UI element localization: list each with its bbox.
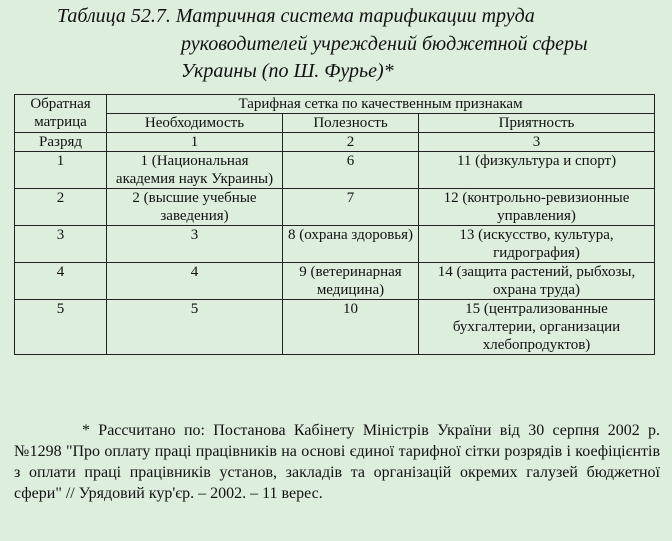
table-row — [15, 226, 655, 263]
cell-usefulness: 9 (ветеринарная медицина) — [283, 263, 419, 300]
row-number: 4 — [15, 263, 107, 300]
rank-cell: 1 — [107, 133, 283, 152]
cell-usefulness: 10 — [283, 300, 419, 355]
row-number: 1 — [15, 152, 107, 189]
row-number: 2 — [15, 189, 107, 226]
column-header-usefulness: Полезность — [283, 114, 419, 133]
rank-cell: 3 — [419, 133, 655, 152]
corner-header: Обратная матрица — [15, 95, 107, 133]
rank-cell: 2 — [283, 133, 419, 152]
group-header: Тарифная сетка по качественным признакам — [107, 95, 655, 114]
footnote-text: * Рассчитано по: Постанова Кабінету Міністрів України від 30 серпня 2002 р. №1298 "Про оплату праці працівників на основі єдиної тарифної сітки розрядів і коефіцієнтів з оплати праці працівників установ, закладів та організацій окремих галузей бюджетної сфери" // Урядовий кур'єр. – 2002. – 11 верес. — [14, 422, 660, 502]
rank-row — [15, 133, 655, 152]
cell-usefulness: 8 (охрана здоровья) — [283, 226, 419, 263]
column-header-row — [15, 114, 655, 133]
caption-line-2: руководителей учреждений бюджетной сферы — [181, 33, 588, 55]
tariff-matrix-table — [14, 94, 655, 355]
caption-line-3: Украины (по Ш. Фурье)* — [181, 60, 394, 82]
cell-necessity: 3 — [107, 226, 283, 263]
caption-line-1: Таблица 52.7. Матричная система тарификации труда — [57, 5, 535, 27]
cell-pleasantness: 11 (физкультура и спорт) — [419, 152, 655, 189]
footnote — [14, 420, 660, 504]
table-row — [15, 263, 655, 300]
row-number: 3 — [15, 226, 107, 263]
column-header-necessity: Необходимость — [107, 114, 283, 133]
header-row — [15, 95, 655, 114]
cell-pleasantness: 12 (контрольно-ревизионные управления) — [419, 189, 655, 226]
table-row — [15, 152, 655, 189]
table-row — [15, 300, 655, 355]
cell-pleasantness: 13 (искусство, культура, гидрография) — [419, 226, 655, 263]
cell-usefulness: 6 — [283, 152, 419, 189]
rank-label: Разряд — [15, 133, 107, 152]
cell-pleasantness: 15 (централизованные бухгалтерии, организации хлебопродуктов) — [419, 300, 655, 355]
cell-necessity: 5 — [107, 300, 283, 355]
table-row — [15, 189, 655, 226]
cell-necessity: 1 (Национальная академия наук Украины) — [107, 152, 283, 189]
cell-pleasantness: 14 (защита растений, рыбхозы, охрана труда) — [419, 263, 655, 300]
column-header-pleasantness: Приятность — [419, 114, 655, 133]
cell-usefulness: 7 — [283, 189, 419, 226]
cell-necessity: 4 — [107, 263, 283, 300]
cell-necessity: 2 (высшие учебные заведения) — [107, 189, 283, 226]
row-number: 5 — [15, 300, 107, 355]
